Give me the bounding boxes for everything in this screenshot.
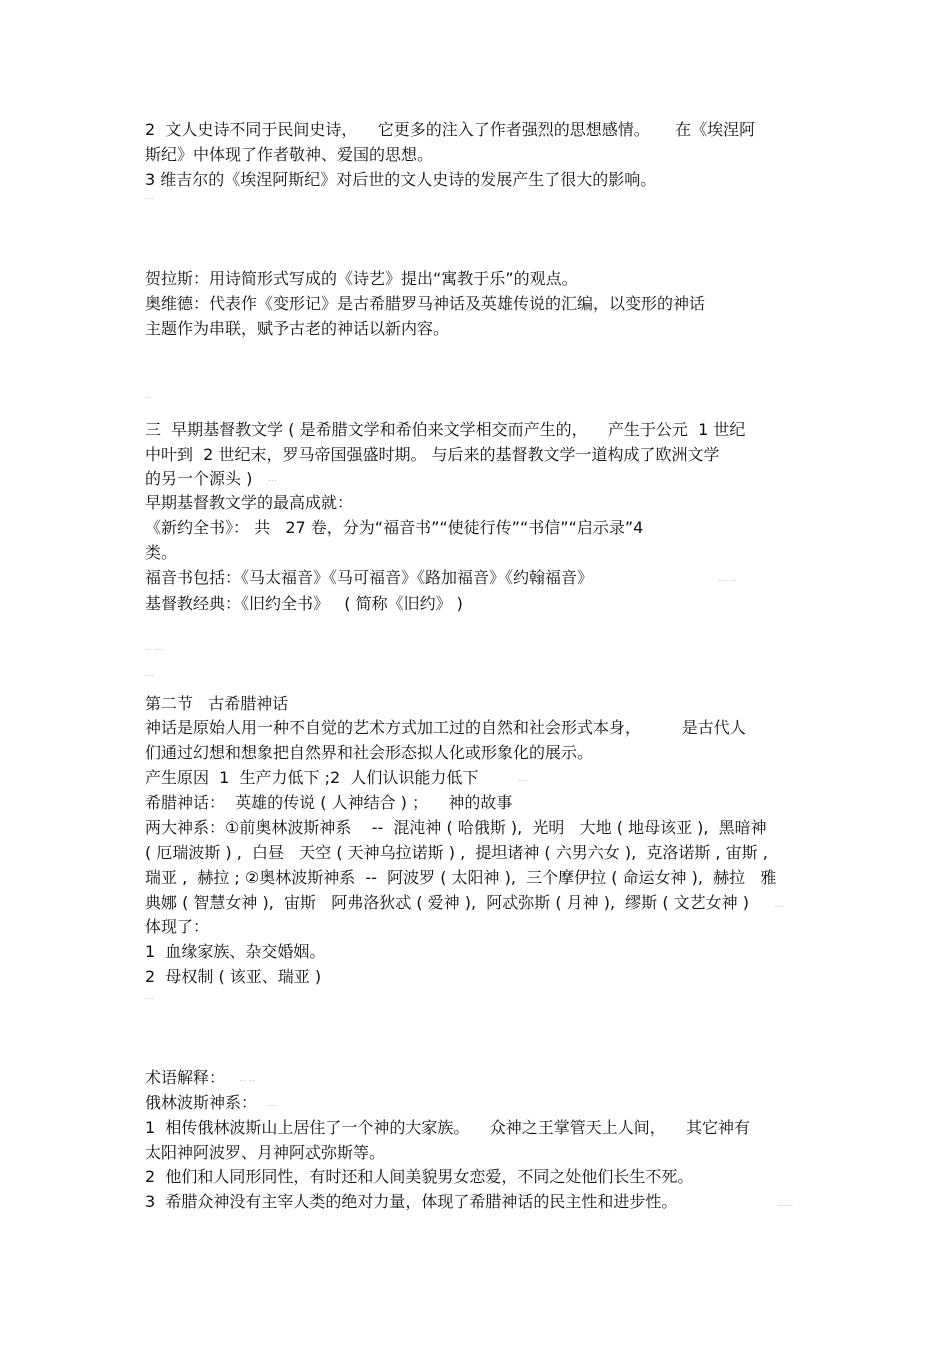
text-line: 三 早期基督教文学 ( 是希腊文学和希伯来文学相交而产生的， 产生于公元 1 世纪 [145,420,746,439]
artifact-mark: -- --- [145,646,164,653]
artifact-mark: --- [145,672,155,679]
artifact-mark: --- [775,903,785,910]
text-line: 3 维吉尔的《埃涅阿斯纪》对后世的文人史诗的发展产生了很大的影响。 [145,170,657,189]
section-heading: 第二节 古希腊神话 [145,694,289,713]
artifact-mark: --- -- [718,577,737,584]
text-line: 斯纪》中体现了作者敬神、爱国的思想。 [145,145,434,164]
text-line: 1 血缘家族、杂交婚姻。 [145,942,326,961]
text-line: 奥维德：代表作《变形记》是古希腊罗马神话及英雄传说的汇编，以变形的神话 [145,294,706,313]
text-line: 俄林波斯神系： [145,1093,258,1112]
text-line: 希腊神话： 英雄的传说 ( 人神结合 ) ； 神的故事 [145,793,513,812]
artifact-mark: --- [145,195,155,202]
text-line: 2 他们和人同形同性，有时还和人间美貌男女恋爱，不同之处他们长生不死。 [145,1167,694,1186]
artifact-mark: -- [145,394,152,401]
text-line: 2 母权制 ( 该亚、瑞亚 ) [145,967,322,986]
text-line: 两大神系：①前奥林波斯神系 -- 混沌神 ( 哈俄斯 ), 光明 大地 ( 地母该亚 ), 黑暗神 [145,818,767,837]
text-line: 贺拉斯：用诗简形式写成的《诗艺》提出“寓教于乐”的观点。 [145,269,578,288]
text-line: 1 相传俄林波斯山上居住了一个神的大家族。 众神之王掌管天上人间， 其它神有 [145,1118,751,1137]
text-line: 早期基督教文学的最高成就： [145,493,354,512]
text-line: 福音书包括：《马太福音》《马可福音》《路加福音》《约翰福音》 [145,568,594,587]
text-line: 体现了： [145,917,210,936]
artifact-mark: -- -- [240,1077,256,1084]
artifact-mark: --- [268,477,278,484]
text-line: 瑞亚 , 赫拉 ; ②奥林波斯神系 -- 阿波罗 ( 太阳神 ), 三个摩伊拉 ( 命运女神 ), 赫拉 雅 [145,868,777,887]
artifact-mark: --- [518,777,528,784]
text-line: 术语解释： [145,1068,226,1087]
text-line: 主题作为串联，赋予古老的神话以新内容。 [145,319,450,338]
text-line: 基督教经典：《旧约全书》 ( 简称《旧约》 ) [145,594,463,613]
artifact-mark: ----- [778,1202,794,1209]
text-line: 《新约全书》： 共 27 卷，分为“福音书”“使徒行传”“书信”“启示录”4 [145,518,644,537]
artifact-mark: --- [268,1102,278,1109]
text-line: 太阳神阿波罗、月神阿忒弥斯等。 [145,1143,386,1162]
text-line: 神话是原始人用一种不自觉的艺术方式加工过的自然和社会形式本身， 是古代人 [145,718,746,737]
text-line: 2 文人史诗不同于民间史诗， 它更多的注入了作者强烈的思想感情。 在《埃涅阿 [145,120,756,139]
text-line: 类。 [145,543,178,562]
text-line: 典娜 ( 智慧女神 ), 宙斯 阿弗洛狄忒 ( 爱神 ), 阿忒弥斯 ( 月神 ), 缪斯 ( 文艺女神 ) [145,893,750,912]
text-line: 产生原因 1 生产力低下 ;2 人们认识能力低下 [145,768,479,787]
text-line: ( 厄瑞波斯 ) , 白昼 天空 ( 天神乌拉诺斯 ) , 提坦诸神 ( 六男六女 ), 克洛诺斯 , 宙斯 , [145,843,768,862]
text-line: 3 希腊众神没有主宰人类的绝对力量，体现了希腊神话的民主性和进步性。 [145,1192,678,1211]
artifact-mark: --- [145,995,155,1002]
text-line: 们通过幻想和想象把自然界和社会形态拟人化或形象化的展示。 [145,743,594,762]
text-line: 中叶到 2 世纪末，罗马帝国强盛时期。 与后来的基督教文学一道构成了欧洲文学 [145,445,720,464]
text-line: 的另一个源头 ) [145,469,253,488]
